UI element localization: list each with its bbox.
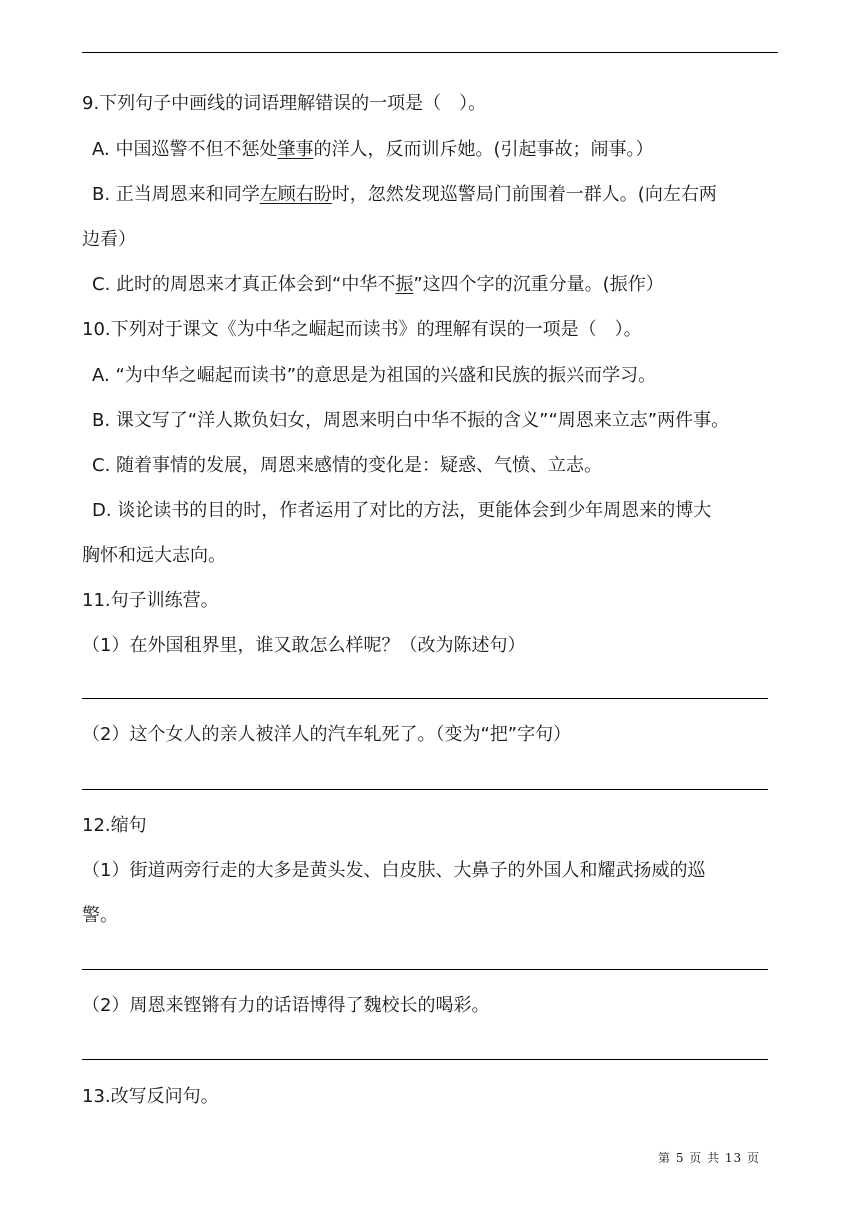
underlined-word: 肇事 [277, 139, 314, 160]
q9-stem: 9.下列句子中画线的词语理解错误的一项是（ ）。 [82, 93, 487, 114]
q11-sentence-2: （2）这个女人的亲人被洋人的汽车轧死了。（变为“把”字句） [82, 724, 572, 745]
q10-option-b: B. 课文写了“洋人欺负妇女，周恩来明白中华不振的含义”“周恩来立志”两件事。 [92, 410, 730, 431]
q9-option-b: B. 正当周恩来和同学左顾右盼时，忽然发现巡警局门前围着一群人。(向左右两 [92, 184, 717, 205]
q11-answer-line-2[interactable] [82, 789, 768, 790]
q12-stem: 12.缩句 [82, 815, 147, 836]
header-rule [82, 52, 778, 53]
q10-stem: 10.下列对于课文《为中华之崛起而读书》的理解有误的一项是（ ）。 [82, 319, 642, 340]
q12-answer-line-2[interactable] [82, 1059, 768, 1060]
q10-option-c: C. 随着事情的发展，周恩来感情的变化是：疑惑、气愤、立志。 [92, 455, 603, 476]
q10-option-d: D. 谈论读书的目的时，作者运用了对比的方法，更能体会到少年周恩来的博大 [92, 500, 712, 521]
q10-option-d-cont: 胸怀和远大志向。 [82, 545, 226, 566]
q9-option-c: C. 此时的周恩来才真正体会到“中华不振”这四个字的沉重分量。(振作） [92, 274, 664, 295]
q13-stem: 13.改写反问句。 [82, 1086, 219, 1107]
q11-stem: 11.句子训练营。 [82, 590, 219, 611]
underlined-word: 振 [395, 274, 414, 295]
underlined-word: 左顾右盼 [259, 184, 332, 205]
page-number-footer: 第 5 页 共 13 页 [658, 1151, 760, 1165]
q11-sentence-1: （1）在外国租界里，谁又敢怎么样呢？（改为陈述句） [82, 635, 526, 656]
q9-option-a: A. 中国巡警不但不惩处肇事的洋人，反而训斥她。(引起事故；闹事。） [92, 139, 654, 160]
q12-answer-line-1[interactable] [82, 969, 768, 970]
q10-option-a: A. “为中华之崛起而读书”的意思是为祖国的兴盛和民族的振兴而学习。 [92, 365, 657, 386]
q12-sentence-1: （1）街道两旁行走的大多是黄头发、白皮肤、大鼻子的外国人和耀武扬威的巡 [82, 860, 706, 881]
q9-option-b-cont: 边看） [82, 229, 136, 250]
q12-sentence-2: （2）周恩来铿锵有力的话语博得了魏校长的喝彩。 [82, 995, 490, 1016]
q11-answer-line-1[interactable] [82, 698, 768, 699]
q12-sentence-1-cont: 警。 [82, 905, 118, 926]
